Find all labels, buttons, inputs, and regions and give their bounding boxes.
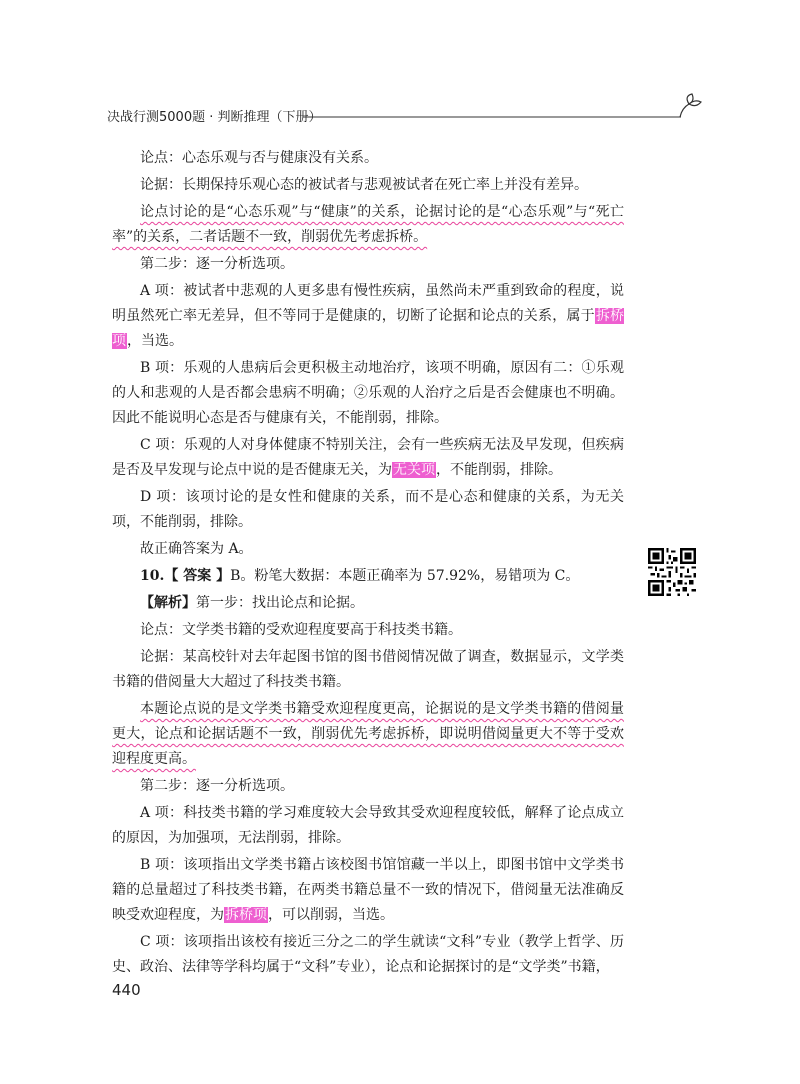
analysis-label: 【解析】: [140, 595, 196, 611]
text-run: 第一步：找出论点和论据。: [196, 595, 364, 611]
paragraph: [112, 564, 624, 589]
wavy-underlined-text: 本题论点说的是文学类书籍受欢迎程度更高，论据说的是文学类书籍的借阅量更大，论点和论据话题不一致，削弱优先考虑拆桥，即说明借阅量更大不等于受欢迎程度更高。: [112, 701, 624, 767]
paragraph: B 项：乐观的人患病后会更积极主动地治疗，该项不明确，原因有二：①乐观的人和悲观的人是否都会患病不明确；②乐观的人治疗之后是否会健康也不明确。因此不能说明心态是否与健康有关，不能削弱，排除。: [112, 360, 624, 426]
paragraph: [112, 591, 624, 616]
paragraph: 论点：文学类书籍的受欢迎程度要高于科技类书籍。: [140, 622, 462, 638]
answer-label: 10.【 答案 】: [140, 568, 231, 584]
page-content: [112, 146, 624, 982]
text-run: ，当选。: [127, 333, 183, 349]
paragraph: C 项：该项指出该校有接近三分之二的学生就读“文科”专业（教学上哲学、历史、政治、法律等学科均属于“文科”专业），论点和论据探讨的是“文学类”书籍，: [112, 934, 624, 975]
text-run: B。粉笔大数据：本题正确率为 57.92%，易错项为 C。: [230, 568, 580, 584]
text-run: B 项：该项指出文学类书籍占该校图书馆馆藏一半以上，即图书馆中文学类书籍的总量超过了科技类书籍，在两类书籍总量不一致的情况下，借阅量无法准确反映受欢迎程度，为: [112, 857, 624, 923]
paragraph: D 项：该项讨论的是女性和健康的关系，而不是心态和健康的关系，为无关项，不能削弱，排除。: [112, 489, 624, 530]
header-rule: [303, 116, 681, 118]
paragraph: 论点：心态乐观与否与健康没有关系。: [140, 150, 378, 166]
text-run: ，不能削弱，排除。: [436, 462, 562, 478]
highlight-term: 拆桥项: [225, 907, 267, 923]
paragraph: [112, 279, 624, 354]
qr-code-icon[interactable]: [648, 548, 696, 596]
paragraph: [112, 433, 624, 483]
paragraph: 论据：长期保持乐观心态的被试者与悲观被试者在死亡率上并没有差异。: [140, 177, 588, 193]
paragraph: 第二步：逐一分析选项。: [140, 778, 294, 794]
paragraph: [112, 200, 624, 250]
highlight-term: 无关项: [393, 462, 435, 478]
paragraph: 故正确答案为 A。: [140, 541, 253, 557]
paragraph: [112, 853, 624, 928]
highlight-term: 拆桥项: [112, 308, 625, 349]
sprout-icon: [676, 90, 704, 118]
paragraph: 第二步：逐一分析选项。: [140, 256, 294, 272]
paragraph: [112, 697, 624, 772]
text-run: A 项：被试者中悲观的人更多患有慢性疾病，虽然尚未严重到致命的程度，说明虽然死亡率无差异，但不等同于是健康的，切断了论据和论点的关系，属于: [112, 283, 624, 324]
text-run: ，可以削弱，当选。: [268, 907, 394, 923]
wavy-underlined-text: 论点讨论的是“心态乐观”与“健康”的关系，论据讨论的是“心态乐观”与“死亡率”的关系，二者话题不一致，削弱优先考虑拆桥。: [112, 204, 624, 245]
page-number: 440: [112, 981, 141, 999]
running-header: 决战行测5000题 · 判断推理（下册）: [107, 110, 322, 125]
text-run: C 项：乐观的人对身体健康不特别关注，会有一些疾病无法及早发现，但疾病是否及早发现与论点中说的是否健康无关，为: [112, 437, 624, 478]
paragraph: 论据：某高校针对去年起图书馆的图书借阅情况做了调查，数据显示，文学类书籍的借阅量大大超过了科技类书籍。: [112, 649, 624, 690]
paragraph: A 项：科技类书籍的学习难度较大会导致其受欢迎程度较低，解释了论点成立的原因，为加强项，无法削弱，排除。: [112, 805, 624, 846]
